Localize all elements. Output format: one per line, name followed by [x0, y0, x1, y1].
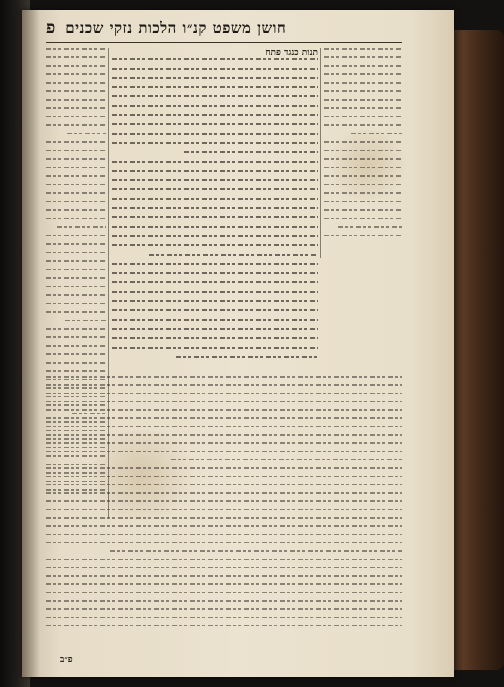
text-line: [67, 133, 106, 135]
text-line: [46, 492, 402, 494]
text-line: [324, 65, 402, 67]
text-line: [46, 56, 106, 58]
text-line: [46, 534, 402, 536]
text-line: [324, 56, 402, 58]
text-line: [46, 625, 402, 627]
folio-number: פ: [46, 18, 56, 38]
text-line: [112, 179, 318, 181]
text-line: [112, 105, 318, 107]
text-line: [46, 542, 402, 544]
text-line: [46, 509, 402, 511]
text-line: [46, 192, 106, 194]
text-line: [112, 235, 318, 237]
text-line: [46, 370, 106, 372]
text-line: [112, 188, 318, 190]
text-line: [112, 198, 318, 200]
text-line: [112, 58, 318, 60]
text-line: [46, 311, 106, 313]
text-line: [46, 218, 106, 220]
text-line: [46, 353, 106, 355]
text-line: [324, 90, 402, 92]
text-line: [112, 272, 318, 274]
text-line: [46, 393, 402, 395]
text-line: [324, 48, 402, 50]
text-line: [46, 243, 106, 245]
text-line: [324, 167, 402, 169]
text-line: [149, 254, 318, 256]
text-line: [46, 158, 106, 160]
text-line: [46, 417, 402, 419]
text-line: [324, 184, 402, 186]
commentary-column-right: [324, 48, 402, 258]
text-line: [46, 525, 402, 527]
text-line: [46, 583, 402, 585]
text-line: [46, 294, 106, 296]
text-line: [324, 107, 402, 109]
text-line: [46, 124, 106, 126]
text-line: [46, 434, 402, 436]
text-line: [46, 82, 106, 84]
leather-cover-edge: [446, 30, 504, 670]
text-line: [324, 73, 402, 75]
text-line: [324, 82, 402, 84]
text-line: [112, 281, 318, 283]
text-line: [112, 170, 318, 172]
text-line: [46, 617, 402, 619]
text-lines: [324, 48, 402, 236]
text-lines: [112, 58, 318, 358]
text-line: [324, 192, 402, 194]
text-lines: [46, 376, 402, 626]
text-line: [112, 123, 318, 125]
text-line: [46, 336, 106, 338]
text-line: [112, 77, 318, 79]
text-line: [46, 184, 106, 186]
text-line: [46, 600, 402, 602]
text-line: [46, 48, 106, 50]
text-line: [112, 68, 318, 70]
text-line: [176, 356, 318, 358]
text-line: [324, 141, 402, 143]
text-line: [46, 99, 106, 101]
text-line: [46, 376, 402, 378]
text-line: [46, 467, 402, 469]
text-line: [351, 133, 402, 135]
text-line: [112, 328, 318, 330]
text-line: [324, 124, 402, 126]
text-line: [46, 141, 106, 143]
text-line: [324, 209, 402, 211]
text-line: [112, 226, 318, 228]
text-line: [324, 235, 402, 237]
text-line: [46, 608, 402, 610]
text-line: [46, 484, 402, 486]
text-line: [46, 328, 106, 330]
text-line: [112, 216, 318, 218]
text-line: [112, 263, 318, 265]
text-line: [46, 269, 106, 271]
text-line: [46, 426, 402, 428]
text-line: [46, 277, 106, 279]
text-line: [110, 550, 402, 552]
text-line: [324, 158, 402, 160]
text-line: [112, 86, 318, 88]
text-line: [46, 107, 106, 109]
text-line: [46, 150, 106, 152]
text-line: [46, 345, 106, 347]
text-line: [112, 309, 318, 311]
page-fold-shadow: [22, 10, 40, 677]
text-line: [324, 99, 402, 101]
text-line: [184, 151, 318, 153]
signature-mark: פ״ב: [60, 655, 73, 665]
text-line: [46, 252, 106, 254]
text-line: [46, 476, 402, 478]
text-line: [46, 286, 106, 288]
running-head: [46, 18, 402, 38]
text-line: [112, 291, 318, 293]
text-line: [112, 114, 318, 116]
text-line: [112, 133, 318, 135]
text-line: [46, 384, 402, 386]
text-line: [46, 116, 106, 118]
text-line: [112, 161, 318, 163]
text-line: [112, 207, 318, 209]
text-line: [65, 320, 106, 322]
text-line: [46, 65, 106, 67]
text-line: [46, 167, 106, 169]
text-line: [46, 201, 106, 203]
commentary-lower-block: [46, 376, 402, 646]
text-line: [46, 442, 402, 444]
header-rule: [46, 42, 402, 43]
text-line: [46, 500, 402, 502]
text-line: [338, 226, 402, 228]
text-line: [46, 303, 106, 305]
text-line: [46, 451, 402, 453]
text-line: [324, 218, 402, 220]
text-line: [112, 347, 318, 349]
text-line: [324, 150, 402, 152]
text-line: [112, 300, 318, 302]
text-line: [171, 459, 402, 461]
text-line: [46, 575, 402, 577]
text-line: [324, 116, 402, 118]
text-line: [46, 409, 402, 411]
text-line: [46, 567, 402, 569]
text-line: [324, 201, 402, 203]
text-line: [46, 401, 402, 403]
running-head-title: חושן משפט קנ״ו הלכות נזקי שכנים: [65, 19, 287, 37]
text-line: [46, 235, 106, 237]
text-line: [46, 209, 106, 211]
text-line: [46, 592, 402, 594]
main-text-opening: תנות כנגד פתח: [265, 48, 318, 58]
text-line: [46, 559, 402, 561]
text-line: [112, 95, 318, 97]
text-line: [112, 337, 318, 339]
text-line: [46, 260, 106, 262]
text-line: [57, 226, 106, 228]
text-line: [46, 362, 106, 364]
text-line: [112, 244, 318, 246]
text-line: [324, 175, 402, 177]
text-line: [46, 90, 106, 92]
text-line: [46, 175, 106, 177]
main-text-column: [112, 48, 318, 372]
text-line: [112, 142, 318, 144]
text-line: [46, 517, 402, 519]
text-line: [112, 319, 318, 321]
text-line: [46, 73, 106, 75]
column-divider: [320, 48, 321, 258]
